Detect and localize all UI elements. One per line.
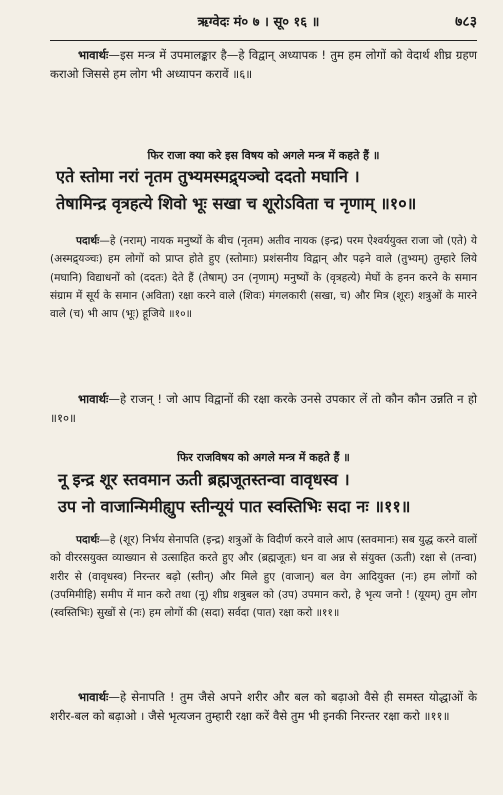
mantra-line-1: नू इन्द्र शूर स्तवमान ऊती ब्रह्मजूतस्तन्वा वावृधस्व । <box>58 470 350 489</box>
mantra-11 <box>58 466 477 520</box>
page-number: ७८३ <box>455 14 477 30</box>
mantra-11-intro <box>50 450 477 465</box>
mantra-line-2: उप नो वाजान्मिमीह्युप स्तीन्यूयं पात स्वस्तिभिः सदा नः ॥११॥ <box>58 497 411 516</box>
mantra-10-intro <box>50 148 477 163</box>
padarth-10 <box>50 232 477 323</box>
bhavarth-paragraph <box>50 46 477 83</box>
padarth-text: —हे (नराम्) नायक मनुष्यों के बीच (नृतम) अतीव नायक (इन्द्र) परम ऐश्वर्ययुक्त राजा जो (एते) ये (अस्मद्र्यञ्चः) हम लोगों को प्राप्त होते हुए (स्तोमाः) प्रशंसनीय विद्वान् और पढ़ने वाले (तुभ्यम्) तुम्हारे लिये (मघानि) विद्याधनों को (ददतः) देते हैं (तेषाम्) उन (नृणाम्) मनुष्यों के (वृत्रहत्ये) मेघों के हनन करने के समान संग्राम में सूर्य के समान (अविता) रक्षा करने वाले (शिवः) मंगलकारी (सखा, च) और मित्र (शूरः) शत्रुओं के मारने वाले (च) भी आप (भूः) हूजिये ॥१०॥ <box>50 235 477 321</box>
bhavarth-text: —हे सेनापति ! तुम जैसे अपने शरीर और बल को बढ़ाओ वैसे ही समस्त योद्धाओं के शरीर-बल को बढ़ाओ । जैसे भृत्यजन तुम्हारी रक्षा करें वैसे तुम भी इनकी निरन्तर रक्षा करो ॥११॥ <box>50 690 477 723</box>
bhavarth-paragraph <box>50 390 477 427</box>
bhavarth-label: भावार्थः <box>78 392 109 406</box>
padarth-text: —हे (शूर) निर्भय सेनापति (इन्द्र) शत्रुओं के विदीर्ण करने वाले आप (स्तवमानः) सब युद्ध करने वालों को वीररसयुक्त व्याख्यान से उत्साहित करते हुए और (ब्रह्मजूतः) धन वा अन्न से संयुक्त (ऊती) रक्षा से (तन्वा) शरीर से (वावृधस्व) निरन्तर बढ़ो (स्तीन्) और मिले हुए (वाजान्) बल वेग आदियुक्त (नः) हम लोगों को (उपमिमीहि) समीप में मान करो तथा (नू) शीघ्र शत्रुबल को (उप) उपमान करो, हे भृत्य जनो ! (यूयम्) तुम लोग (स्वस्तिभिः) सुखों से (नः) हम लोगों की (सदा) सर्वदा (पात) रक्षा करो ॥११॥ <box>50 534 477 620</box>
bhavarth-paragraph <box>50 688 477 725</box>
bhavarth-9 <box>50 46 477 83</box>
bhavarth-10 <box>50 390 477 427</box>
padarth-paragraph <box>50 531 477 622</box>
mantra-10 <box>56 163 477 217</box>
mantra-line-1: एते स्तोमा नरां नृतम तुभ्यमस्मद्र्यञ्चो ददतो मघानि । <box>56 167 360 186</box>
padarth-label: पदार्थः <box>76 534 100 546</box>
bhavarth-text: —हे राजन् ! जो आप विद्वानों की रक्षा करके उनसे उपकार लें तो कौन कौन उन्नति न हो ॥१०॥ <box>50 392 477 425</box>
intro-line: फिर राजा क्या करे इस विषय को अगले मन्त्र में कहते हैं ॥ <box>147 149 380 162</box>
bhavarth-label: भावार्थः <box>78 48 109 62</box>
running-title: ऋग्वेदः मं० ७ । सू० १६ ॥ <box>197 15 320 30</box>
header-rule <box>50 40 477 41</box>
bhavarth-text: —इस मन्त्र में उपमालङ्कार है—हे विद्वान् अध्यापक ! तुम हम लोगों को वेदार्थ शीघ्र ग्रहण कराओ जिससे हम लोग भी अध्यापन करावें ॥६॥ <box>50 48 477 81</box>
mantra-line-2: तेषामिन्द्र वृत्रहत्ये शिवो भूः सखा च शूरोऽविता च नृणाम् ॥१०॥ <box>56 194 417 213</box>
padarth-paragraph <box>50 232 477 323</box>
intro-line: फिर राजविषय को अगले मन्त्र में कहते हैं ॥ <box>177 451 350 464</box>
bhavarth-label: भावार्थः <box>78 690 109 704</box>
bhavarth-11 <box>50 688 477 725</box>
padarth-label: पदार्थः <box>76 235 100 247</box>
page-header <box>40 12 477 34</box>
padarth-11 <box>50 531 477 622</box>
